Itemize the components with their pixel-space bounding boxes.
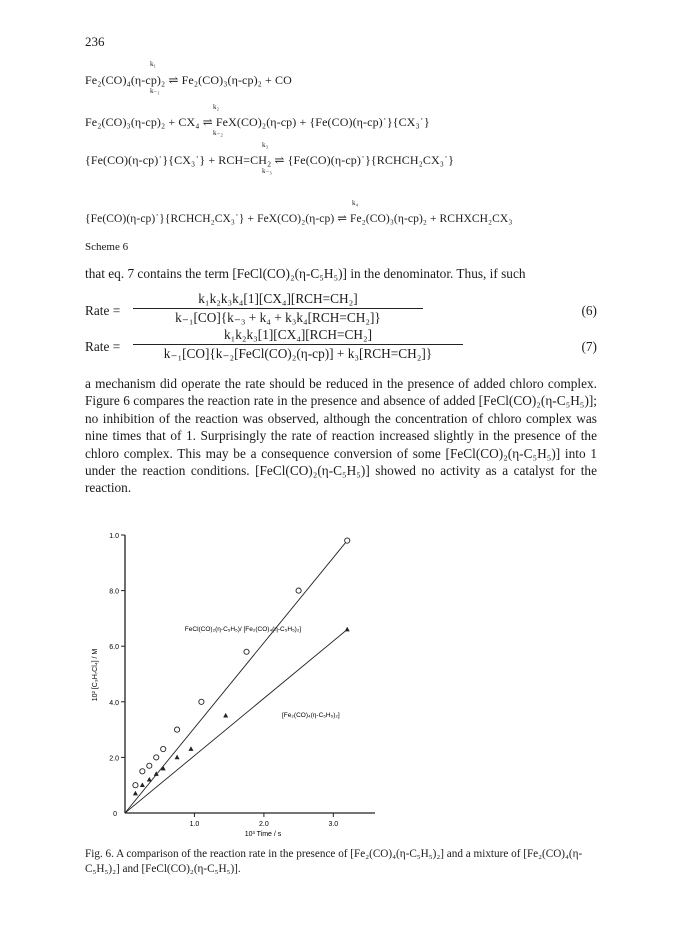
data-point-triangle [188,746,193,751]
eq6-numerator: k₁k₂k₃k₄[1][CX₄][RCH=CH₂] [133,291,423,309]
eq7-numerator: k₁k₂k₃[1][CX₄][RCH=CH₂] [133,327,463,345]
x-tick-label: 1.0 [189,821,200,828]
data-point-triangle [140,782,145,787]
y-tick-label: 4.0 [109,699,119,707]
data-point-circle [296,588,301,593]
y-tick-label: 6.0 [109,644,119,652]
scheme-eq1: Fe₂(CO)₄(η-cp)₂ ⇌ Fe₂(CO)₃(η-cp)₂ + CO [85,73,292,87]
data-point-triangle [147,777,152,782]
data-point-circle [345,538,350,543]
y-axis-label: 10² [C₃H₇Cl₄] / M [92,648,99,702]
scheme-eq3: {Fe(CO)(η-cp)˙}{CX₃˙} + RCH=CH₂ ⇌ {Fe(CO)(η-cp)˙}{RCHCH₂CX₃˙} [85,153,455,167]
data-point-circle [161,746,166,751]
eq4-k-forward: k₄ [352,199,359,207]
rate-label: Rate = [85,339,121,354]
eq1-k-forward: k₁ [150,60,157,68]
eq2-k-reverse: k₋₂ [213,129,223,137]
data-point-triangle [175,755,180,760]
data-point-circle [174,727,179,732]
eq1-k-reverse: k₋₁ [150,87,160,95]
fit-line-0 [125,541,347,813]
data-point-circle [140,769,145,774]
legend-label-chloro: FeCl(CO)₂(η-C₅H₅)/ [Fe₂(CO)₄(η-C₅H₅)₂] [184,626,302,633]
eq7-number: (7) [581,339,597,354]
equation-7 [85,327,597,369]
x-tick-label: 3.0 [328,821,339,828]
eq6-number: (6) [581,303,597,318]
scheme-eq2: Fe₂(CO)₃(η-cp)₂ + CX₄ ⇌ FeX(CO)₂(η-cp) + {Fe(CO)(η-cp)˙}{CX₃˙} [85,115,430,129]
data-point-circle [244,649,249,654]
x-axis-label: 10³ Time / s [244,831,282,838]
fit-line-1 [125,630,347,813]
body-paragraph: a mechanism did operate the rate should be reduced in the presence of added chloro complex. Figure 6 compares the reaction rate in the presence and absence of added [FeCl(CO)₂(η-C₅H₅)]; no inhibition of the reaction was observed, although the concentration of chloro complex was nine times that of 1. Surprisingly the rate of reaction increased slightly in the presence of the chloro complex. This may be a consequence conversion of some [FeCl(CO)₂(η-C₅H₅)] into 1 under the reaction conditions. [FeCl(CO)₂(η-C₅H₅)] showed no activity as a catalyst for the reaction. [85,376,597,496]
eq2-k-forward: k₂ [213,103,220,111]
y-tick-label: 8.0 [109,588,119,596]
legend-label-dimer: [Fe₂(CO)₄(η-C₅H₅)₂] [282,712,340,719]
data-point-triangle [223,713,228,718]
data-point-circle [133,783,138,788]
page-number: 236 [85,34,105,49]
data-point-circle [147,763,152,768]
rate-label: Rate = [85,303,121,318]
data-point-circle [199,699,204,704]
eq6-denominator: k₋₁[CO]{k₋₃ + k₄ + k₃k₄[RCH=CH₂]} [175,310,381,325]
y-tick-label: 2.0 [109,755,119,763]
x-tick-label: 2.0 [259,821,269,828]
y-tick-label: 1.0 [109,533,119,540]
figure-6-chart [85,525,385,840]
eq7-denominator: k₋₁[CO]{k₋₂[FeCl(CO)₂(η-cp)] + k₃[RCH=CH₂]} [163,346,433,361]
scheme-eq4: {Fe(CO)(η-cp)˙}{RCHCH₂CX₃˙} + FeX(CO)₂(η-cp) ⇌ Fe₂(CO)₃(η-cp)₂ + RCHXCH₂CX₃ [85,213,513,225]
data-point-triangle [345,627,350,632]
data-point-circle [154,755,159,760]
eq3-k-reverse: k₋₃ [262,167,272,175]
data-point-triangle [133,791,138,796]
body-text-intro: that eq. 7 contains the term [FeCl(CO)₂(η-C₅H₅)] in the denominator. Thus, if such [85,266,526,281]
figure-caption: Fig. 6. A comparison of the reaction rate in the presence of [Fe₂(CO)₄(η-C₅H₅)₂] and a mixture of [Fe₂(CO)₄(η-C₅H₅)₂] and [FeCl(CO)₂(η-C₅H₅)]. [85,848,583,875]
scheme-label: Scheme 6 [85,241,129,253]
zero-label: 0 [113,811,117,818]
eq3-k-forward: k₃ [262,141,269,149]
